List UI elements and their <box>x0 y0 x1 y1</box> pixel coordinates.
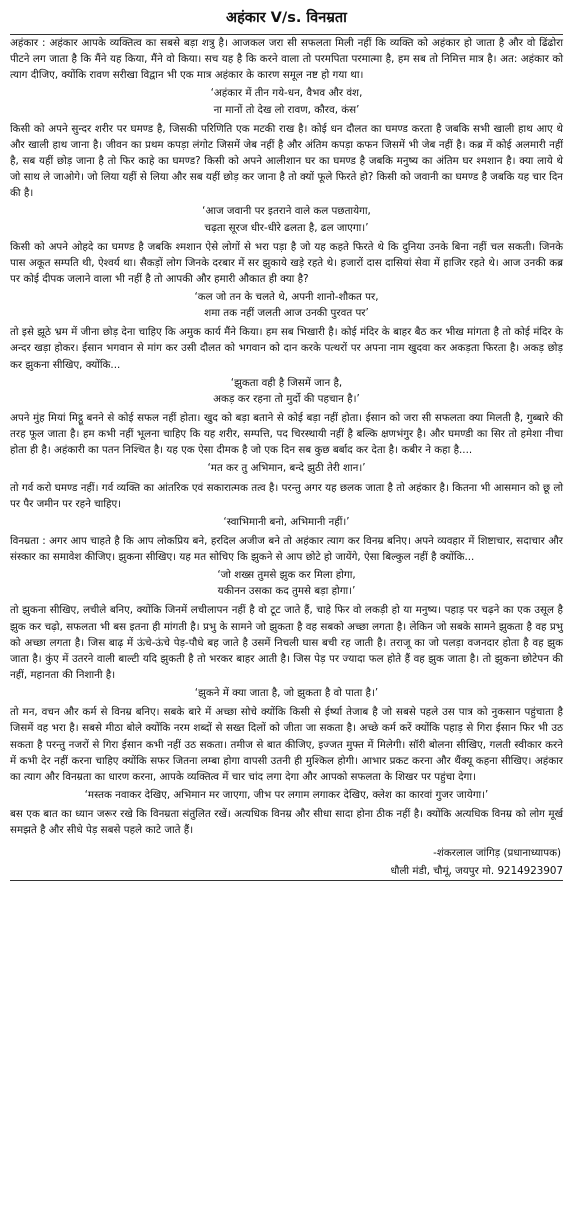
paragraph: अपने मुंह मियां मिट्ठू बनने से कोई सफल नहीं होता। खुद को बड़ा बताने से कोई बड़ा नहीं होता। ईसान को जरा सी सफलता क्या मिलती है, गुब्बारे की तरह फूल जाता है। हम कभी नहीं भूलना चाहिए कि यह शरीर, सम्पत्ति, पद चिरस्थायी नहीं है बल्कि क्षणभंगुर है। और घमण्डी का सिर तो हमेशा नीचा होता ही है। अहंकारी का पतन निश्चित है। यह एक ऐसा दीमक है जो एक दिन सब कुछ बर्बाद कर देता है। कबीर ने कहा है.... <box>10 411 563 457</box>
quote-line: ‘मस्तक नवाकर देखिए, अभिमान मर जाएगा, जीभ पर लगाम लगाकर देखिए, क्लेश का कारवां गुजर जायेगा।’ <box>84 789 489 802</box>
paragraph: तो गर्व करो घमण्ड नहीं। गर्व व्यक्ति का आंतरिक एवं सकारात्मक तत्व है। परन्तु अगर यह छलक जाता है तो अहंकार है। कितना भी आसमान को छू लो पर पैर जमीन पर रहने चाहिए। <box>10 481 563 510</box>
paragraph: किसी को अपने ओहदे का घमण्ड है जबकि श्मशान ऐसे लोगों से भरा पड़ा है जो यह कहते फिरते थे कि दुनिया उनके बिना नहीं चल सकती। जिनके पास अकूत सम्पति थी, ऐश्वर्य था। सैकड़ों लोग जिनके दरबार में सर झुकाये खड़े रहते थे। हजारों दास दासियां सेवा में हाजिर रहते थे। आज उनकी कब्र पर कोई दीपक जलाने वाला भी नहीं है तो आपकी और हमारी औकात ही क्या है? <box>10 240 563 285</box>
paragraph: तो इसे झूठे भ्रम में जीना छोड़ देना चाहिए कि अमुक कार्य मैंने किया। हम सब भिखारी है। कोई मंदिर के बाहर बैठ कर भीख मांगता है तो कोई मंदिर के अन्दर खड़ा होकर। ईसान भगवान से मांग कर उसी दौलत को भगवान को दान करके पत्थरों पर अपना नाम खुदवा कर अकड़ता फिरता है। अकड़ छोड़ कर झुकना सीखिए, क्योंकि... <box>10 326 563 371</box>
quote <box>10 460 563 476</box>
quote-line: ‘आज जवानी पर इतराने वाले कल पछतायेगा, <box>202 205 371 218</box>
page-title: अहंकार V/s. विनम्रता <box>226 10 347 26</box>
quote-line: अकड़ कर रहना तो मुर्दो की पहचान है।’ <box>213 392 360 405</box>
paragraph: विनम्रता : अगर आप चाहते है कि आप लोकप्रिय बने, हरदिल अजीज बने तो अहंकार त्याग कर विनम्र बनिए। अपने व्यवहार में शिष्टाचार, सदाचार और संस्कार का समावेश कीजिए। झुकना सीखिए। यह मत सोचिए कि झुकने से आप छोटे हो जायेंगे, ऐसा बिल्कुल नहीं है क्योंकि... <box>10 534 563 564</box>
quote-line: ‘जो शख्स तुमसे झुक कर मिला होगा, <box>217 569 356 582</box>
quote <box>10 567 563 599</box>
quote-line: ‘झुकने में क्या जाता है, जो झुकता है वो पाता है।’ <box>194 687 379 700</box>
quote-line: चढ़ता सूरज धीर-धीरे ढलता है, ढल जाएगा।’ <box>204 221 369 234</box>
quote-line: ‘अहंकार में तीन गये-धन, वैभव और वंश, <box>210 87 363 100</box>
quote <box>10 514 563 530</box>
paragraph: बस एक बात का ध्यान जरूर रखे कि विनम्रता संतुलित रखें। अत्यधिक विनम्र और सीधा सादा होना ठीक नहीं है। क्योंकि अत्यधिक विनम्र को लोग मूर्ख समझते है और सीधे पेड़ सबसे पहले काटे जाते हैं। <box>10 808 563 837</box>
quote <box>10 685 563 701</box>
quote <box>10 203 563 235</box>
author-signature <box>10 844 563 880</box>
author-name: -शंकरलाल जांगिड़ (प्रधानाध्यापक) <box>433 847 561 860</box>
quote-line: ना मानों तो देख लो रावण, कौरव, कंस’ <box>213 103 360 116</box>
paragraph: किसी को अपने सुन्दर शरीर पर घमण्ड है, जिसकी परिणिति एक मटकी राख है। कोई धन दौलत का घमण्ड करता है जबकि सभी खाली हाथ आए थे और खाली हाथ जाना है। जीवन का प्रथम कपड़ा लंगोट जिसमें जेब नहीं है और अंतिम कपड़ा कफन जिसमें भी जेब नहीं है। कब्र में कोई अलमारी नहीं है, सब यहीं छोड़ जाना है तो फिर काहे का घमण्ड? किसी को अपने आलीशान घर का घमण्ड है जबकि मनुष्य का अंतिम घर श्मशान है। क्या लाये थे जो साथ ले जाओगे। जो लिया यहीं से लिया और सब यहीं छोड़ कर जाना है तो क्यों फूले फिरते हो? किसी को जवानी का घमण्ड है जबकि यह चार दिन की है। <box>10 122 563 200</box>
quote-line: ‘कल जो तन के चलते थे, अपनी शानो-शौकत पर, <box>194 291 379 304</box>
author-address: धौली मंडी, चौमूं, जयपुर मो. 9214923907 <box>390 865 563 878</box>
quote <box>10 289 563 321</box>
quote <box>10 375 563 407</box>
article-body <box>10 34 563 881</box>
quote-line: ‘मत कर तु अभिमान, बन्दे झुठी तेरी शान।’ <box>207 462 366 475</box>
quote-line: यकीनन उसका कद तुमसे बड़ा होगा।’ <box>217 585 356 598</box>
paragraph: अहंकार : अहंकार आपके व्यक्तित्व का सबसे बड़ा शत्रु है। आजकल जरा सी सफलता मिली नहीं कि व्यक्ति को अहंकार हो जाता है और वो ढिंढोरा पीटने लग जाता है कि मैंने यह किया, मैंने वो किया। सच यह है कि करने वाला तो परमपिता परमात्मा है, हम सब तो निमित्त मात्र है। अत: अहंकार को त्याग दीजिए, क्योंकि रावण सरीखा विद्वान भी एक मात्र अहंकार के कारण समूल नष्ट हो गया था। <box>10 37 563 82</box>
paragraph: तो मन, वचन और कर्म से विनम्र बनिए। सबके बारे में अच्छा सोचे क्योंकि किसी से ईर्ष्या तेजाब है जो सबसे पहले उस पात्र को नुकसान पहुंचाता है जिसमें वह भरा है। सबसे मीठा बोले क्योंकि नरम शब्दों से सख्त दिलों को जीता जा सकता है। अच्छे कर्म करें क्योंकि पहाड़ से गिरा ईसान फिर भी उठ सकता है परन्तु नजरों से गिरा ईसान कभी नहीं उठ सकता। तमीज से बात कीजिए, इज्जत मुफ्त में मिलेगी। सॉरी बोलना सीखिए, गलती स्वीकार करने में कभी देर नहीं करना चाहिए क्योंकि सफर जितना लम्बा होगा वापसी उतनी ही मुश्किल होगी। आभार प्रकट करना और थैंक्यू कहना सीखिए। अहंकार का त्याग और विनम्रता का धारण करना, आपके व्यक्तित्व में चार चांद लगा देगा और आपको सफलता के शिखर पर पहुंचा देगा। <box>10 706 563 783</box>
quote-line: शमा तक नहीं जलती आज उनकी पुरवत पर’ <box>204 307 369 320</box>
quote <box>10 787 563 803</box>
quote <box>10 85 563 117</box>
quote-line: ‘झुकता वही है जिसमें जान है, <box>230 376 343 389</box>
quote-line: ‘स्वाभिमानी बनो, अभिमानी नहीं।’ <box>223 515 350 528</box>
paragraph: तो झुकना सीखिए, लचीले बनिए, क्योंकि जिनमें लचीलापन नहीं है वो टूट जाते हैं, चाहे फिर वो लकड़ी हो या मनुष्य। पहाड़ पर चढ़ने का एक उसूल है झुक कर चढ़ो, सफलता भी बस इतना ही मांगती है। प्रभु के सामने जो झुकता है वह सबको अच्छा लगता है। लेकिन जो सबके सामने झुकता है वह प्रभु को अच्छा लगता है। जिस बाढ़ में ऊंचे-ऊंचे पेड़-पौधे बह जाते है उसमें निचली घास बची रह जाती है। तराजू का जो पलड़ा वजनदार होता है वह झुक जाता है। कुंए में उतरने वाली बाल्टी यदि झुकती है तो भरकर बाहर आती है। जिस पेड़ पर ज्यादा फल होते हैं वह झुक जाता है। तो झुकना छोटेपन की नहीं, महानता की निशानी है। <box>10 604 563 682</box>
